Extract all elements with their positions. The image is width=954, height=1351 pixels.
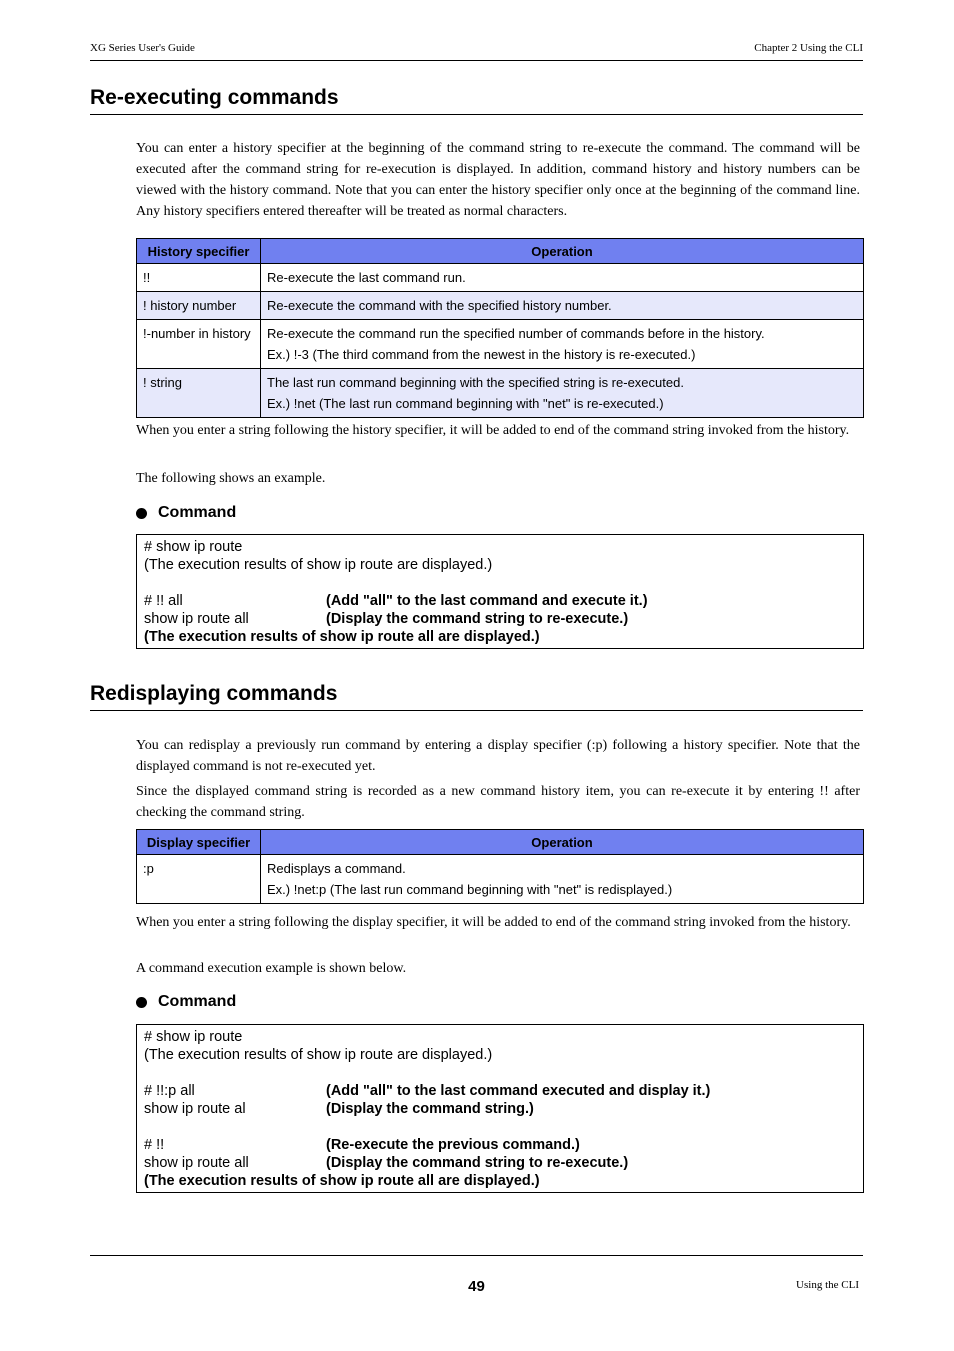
section1-intro: You can enter a history specifier at the beginning of the command string to re-execute the command. The command will be executed after the command string for re-execution is displayed. In addition, command history and history numbers can be viewed with the history command. Note that you can enter the history specifier only once at the beginning of the command line. Any history specifiers entered thereafter will be treated as normal characters. bbox=[136, 141, 860, 219]
command-note: (Re-execute the previous command.) bbox=[326, 1137, 580, 1153]
table-row bbox=[137, 369, 864, 418]
op-line: Redisplays a command. bbox=[267, 861, 406, 876]
command-text: # show ip route bbox=[144, 1029, 243, 1045]
table-cell-spec: !-number in history bbox=[137, 320, 261, 369]
section2-intro-2: Since the displayed command string is recorded as a new command history item, you can re-execute it by entering !! after checking the command string. bbox=[136, 784, 860, 820]
command-heading bbox=[136, 504, 236, 522]
command-note: (Display the command string to re-execute.) bbox=[326, 611, 629, 627]
page-number: 49 bbox=[468, 1278, 485, 1295]
command-text: show ip route all bbox=[144, 611, 249, 627]
command-text: (The execution results of show ip route are displayed.) bbox=[144, 557, 493, 573]
header-guide-title: XG Series User's Guide bbox=[90, 42, 195, 54]
command-line bbox=[137, 1082, 863, 1100]
command-text: # show ip route bbox=[144, 539, 243, 555]
command-heading-label: Command bbox=[158, 504, 237, 521]
command-line bbox=[137, 1154, 863, 1172]
section1-after-1: When you enter a string following the history specifier, it will be added to end of the command string invoked from the history. bbox=[136, 423, 850, 438]
command-note: (Add "all" to the last command and execute it.) bbox=[326, 593, 648, 609]
command-line-blank bbox=[137, 1064, 863, 1082]
table-header-cell: Display specifier bbox=[137, 830, 261, 855]
table-cell-op bbox=[261, 369, 864, 418]
section2-intro-1: You can redisplay a previously run command by entering a display specifier (:p) following a history specifier. Note that the displayed command is not re-executed yet. bbox=[136, 738, 860, 774]
table-header-cell: Operation bbox=[261, 830, 864, 855]
command-heading-label: Command bbox=[158, 993, 237, 1010]
history-specifier-table bbox=[136, 238, 864, 418]
table-row bbox=[137, 855, 864, 904]
op-line: Re-execute the command with the specified history number. bbox=[267, 298, 612, 313]
command-line-blank bbox=[137, 1118, 863, 1136]
op-line: Re-execute the last command run. bbox=[267, 270, 466, 285]
table-header-cell: History specifier bbox=[137, 239, 261, 264]
command-line bbox=[137, 1172, 863, 1190]
table-header-row bbox=[137, 239, 864, 264]
header-chapter: Chapter 2 Using the CLI bbox=[754, 42, 863, 54]
command-line bbox=[137, 556, 863, 574]
bullet-icon bbox=[136, 508, 147, 519]
command-note: (Display the command string to re-execute.) bbox=[326, 1155, 629, 1171]
command-text: # !! bbox=[144, 1137, 165, 1153]
command-example-box bbox=[136, 1024, 864, 1193]
command-text: # !! all bbox=[144, 593, 183, 609]
command-line bbox=[137, 1046, 863, 1064]
command-line bbox=[137, 1136, 863, 1154]
table-row bbox=[137, 320, 864, 369]
command-line bbox=[137, 592, 863, 610]
command-line bbox=[137, 610, 863, 628]
table-header-cell: Operation bbox=[261, 239, 864, 264]
footer-section: Using the CLI bbox=[796, 1279, 859, 1291]
table-cell-spec: !! bbox=[137, 264, 261, 292]
command-text: show ip route al bbox=[144, 1101, 246, 1117]
table-cell-op bbox=[261, 855, 864, 904]
command-text: show ip route all bbox=[144, 1155, 249, 1171]
op-example: Ex.) !net:p (The last run command beginning with "net" is redisplayed.) bbox=[267, 882, 673, 897]
command-line-blank bbox=[137, 574, 863, 592]
page-footer bbox=[90, 1255, 863, 1295]
section-title-reexecuting: Re-executing commands bbox=[90, 86, 863, 115]
display-specifier-table bbox=[136, 829, 864, 904]
page-header bbox=[90, 42, 863, 61]
op-line: The last run command beginning with the specified string is re-executed. bbox=[267, 375, 684, 390]
command-text: (The execution results of show ip route all are displayed.) bbox=[144, 1173, 540, 1189]
command-line bbox=[137, 538, 863, 556]
op-example: Ex.) !net (The last run command beginning with "net" is re-executed.) bbox=[267, 396, 664, 411]
command-heading bbox=[136, 993, 236, 1011]
section2-after-1: When you enter a string following the display specifier, it will be added to end of the command string invoked from the history. bbox=[136, 915, 851, 930]
command-line bbox=[137, 1028, 863, 1046]
command-text: # !!:p all bbox=[144, 1083, 195, 1099]
table-cell-spec: :p bbox=[137, 855, 261, 904]
bullet-icon bbox=[136, 997, 147, 1008]
table-cell-op bbox=[261, 320, 864, 369]
section-title-redisplaying: Redisplaying commands bbox=[90, 682, 863, 711]
command-text: (The execution results of show ip route are displayed.) bbox=[144, 1047, 493, 1063]
section1-after-2: The following shows an example. bbox=[136, 471, 326, 486]
table-row bbox=[137, 292, 864, 320]
command-example-box bbox=[136, 534, 864, 649]
table-cell-op bbox=[261, 264, 864, 292]
op-example: Ex.) !-3 (The third command from the newest in the history is re-executed.) bbox=[267, 347, 696, 362]
table-cell-spec: ! history number bbox=[137, 292, 261, 320]
command-note: (Display the command string.) bbox=[326, 1101, 534, 1117]
command-text: (The execution results of show ip route all are displayed.) bbox=[144, 629, 540, 645]
table-cell-op bbox=[261, 292, 864, 320]
command-line bbox=[137, 628, 863, 646]
section2-after-2: A command execution example is shown below. bbox=[136, 961, 407, 976]
table-cell-spec: ! string bbox=[137, 369, 261, 418]
command-note: (Add "all" to the last command executed and display it.) bbox=[326, 1083, 711, 1099]
command-line bbox=[137, 1100, 863, 1118]
table-header-row bbox=[137, 830, 864, 855]
table-row bbox=[137, 264, 864, 292]
op-line: Re-execute the command run the specified number of commands before in the history. bbox=[267, 326, 765, 341]
